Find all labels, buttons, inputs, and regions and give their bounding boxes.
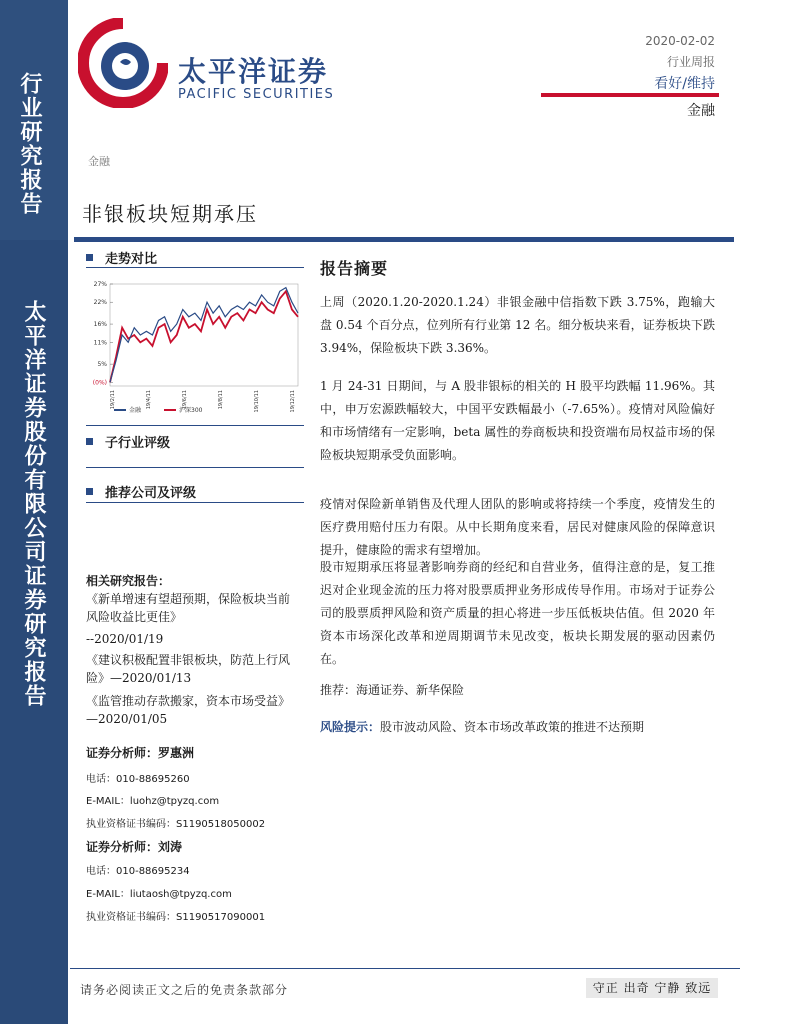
sub-industry-heading <box>86 432 170 451</box>
analyst-2-name: 证券分析师：刘涛 <box>86 840 183 854</box>
pacific-securities-logo-icon <box>78 18 168 108</box>
brand-name-cn: 太平洋证券 <box>178 55 329 88</box>
company-motto: 守正 出奇 宁静 致远 <box>586 978 718 998</box>
x-tick-label: 19/4/11 <box>146 390 152 410</box>
trend-heading <box>86 248 157 267</box>
trend-heading-text: 走势对比 <box>105 252 158 267</box>
summary-paragraph-4: 股市短期承压将显著影响券商的经纪和自营业务，值得注意的是，复工推迟对企业现金流的压力将对股票质押业务形成传导作用。市场对于证券公司的股票质押风险和资产质量的担心将进一步压低板块估值。但 2020 年资本市场深化改革和逆周期调节未见改变，板块长期发展的驱动因素仍在。 <box>320 560 715 666</box>
recommend-heading-text: 推荐公司及评级 <box>105 486 197 501</box>
related-reports-title: 相关研究报告： <box>86 574 171 588</box>
y-tick-label: (0%) <box>92 379 107 387</box>
legend-label: 金融 <box>129 407 142 414</box>
sidebar-company-label: 太平洋证券股份有限公司证券研究报告 <box>21 300 47 708</box>
related-report-2[interactable]: 《建议积极配置非银板块，防范上行风险》—2020/01/13 <box>86 653 291 685</box>
disclaimer-notice: 请务必阅读正文之后的免责条款部分 <box>80 983 289 997</box>
summary-title: 报告摘要 <box>320 259 389 278</box>
chart-bottom-line <box>86 425 304 426</box>
y-tick-label: 27% <box>93 281 107 288</box>
sub-industry-line <box>86 467 304 468</box>
analyst-1-cert: 执业资格证书编码：S1190518050002 <box>86 819 266 830</box>
legend-label: 沪深300 <box>179 407 203 414</box>
y-tick-label: 16% <box>93 321 107 329</box>
y-tick-label: 22% <box>93 299 107 307</box>
report-date: 2020-02-02 <box>645 34 715 48</box>
report-type: 行业周报 <box>666 55 715 69</box>
section-bullet-icon <box>86 438 93 445</box>
section-bullet-icon <box>86 254 93 261</box>
x-tick-label: 19/6/11 <box>182 390 188 410</box>
x-tick-label: 19/8/11 <box>218 390 224 410</box>
y-tick-label: 11% <box>93 339 107 347</box>
sub-industry-heading-text: 子行业评级 <box>105 436 171 451</box>
header-sector: 金融 <box>687 103 715 119</box>
footer-divider <box>70 968 740 969</box>
x-tick-label: 19/12/11 <box>290 390 296 413</box>
risk-text: 股市波动风险、资本市场改革政策的推进不达预期 <box>380 720 645 734</box>
summary-paragraph-2: 1 月 24-31 日期间，与 A 股非银标的相关的 H 股平均跌幅 11.96%。其中，申万宏源跌幅较大，中国平安跌幅最小（-7.65%）。疫情对风险偏好和市场情绪有一定影响，beta 属性的券商板块和投资端布局权益市场的保险板块短期承受负面影响。 <box>320 379 715 462</box>
chart-plot-area <box>110 284 298 386</box>
summary-paragraph-3: 疫情对保险新单销售及代理人团队的影响或将持续一个季度，疫情发生的医疗费用赔付压力有限。从中长期角度来看，居民对健康风险的保障意识提升，健康险的需求有望增加。 <box>320 497 715 557</box>
sector-small-label: 金融 <box>88 155 110 168</box>
sidebar <box>0 0 68 1024</box>
related-report-3[interactable]: 《监管推动存款搬家，资本市场受益》—2020/01/05 <box>86 694 291 726</box>
analyst-2-phone: 电话：010-88695234 <box>86 866 190 877</box>
analyst-1-name: 证券分析师：罗惠洲 <box>86 746 195 760</box>
trend-heading-line <box>86 267 304 268</box>
report-title: 非银板块短期承压 <box>82 202 258 226</box>
x-tick-label: 19/10/11 <box>254 390 260 413</box>
x-tick-label: 19/2/11 <box>110 390 116 410</box>
title-divider <box>74 237 734 242</box>
rating-label: 看好/维持 <box>654 76 715 92</box>
related-report-1[interactable]: 《新单增速有望超预期，保险板块当前风险收益比更佳》 <box>86 592 291 624</box>
recommendation-text: 推荐：海通证券、新华保险 <box>320 683 465 697</box>
sidebar-report-category: 行业研究报告 <box>17 72 43 216</box>
analyst-1-phone: 电话：010-88695260 <box>86 774 190 785</box>
trend-comparison-chart <box>84 278 306 418</box>
recommend-heading <box>86 482 196 501</box>
analyst-1-email[interactable]: E-MAIL：luohz@tpyzq.com <box>86 796 220 807</box>
section-bullet-icon <box>86 488 93 495</box>
brand-name-en: PACIFIC SECURITIES <box>178 87 335 102</box>
analyst-2-email[interactable]: E-MAIL：liutaosh@tpyzq.com <box>86 889 232 900</box>
analyst-2-cert: 执业资格证书编码：S1190517090001 <box>86 912 266 923</box>
summary-paragraph-1: 上周（2020.1.20-2020.1.24）非银金融中信指数下跌 3.75%，跑输大盘 0.54 个百分点，位列所有行业第 12 名。细分板块来看，证券板块下跌 3.94%，保险板块下跌 3.36%。 <box>320 295 715 355</box>
header-accent-bar <box>541 93 719 97</box>
risk-label: 风险提示： <box>320 720 381 734</box>
y-tick-label: 5% <box>97 361 107 369</box>
risk-warning <box>320 716 715 739</box>
recommend-line <box>86 502 304 503</box>
related-report-1-date: --2020/01/19 <box>86 632 164 646</box>
